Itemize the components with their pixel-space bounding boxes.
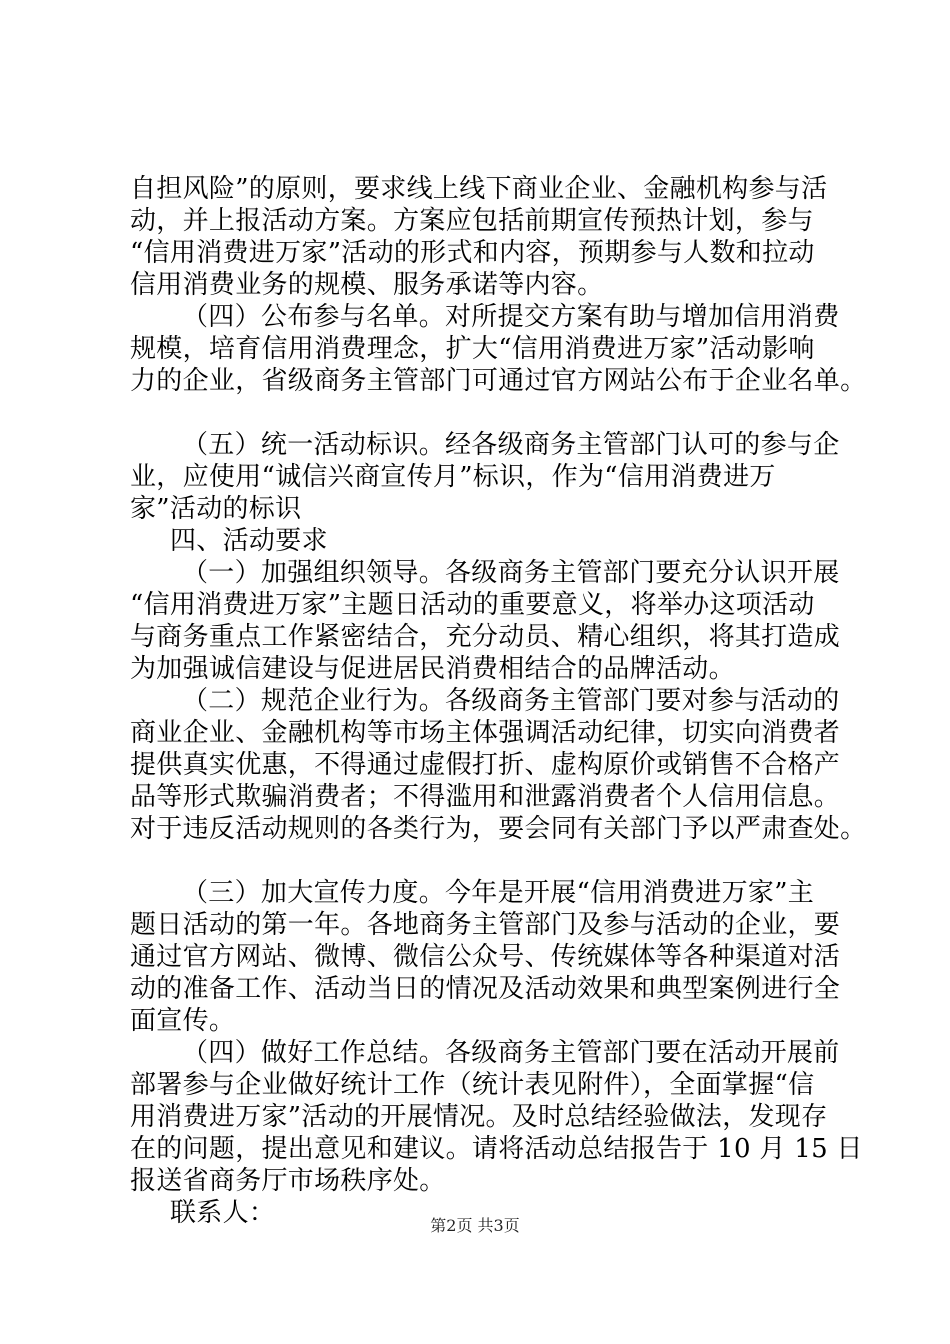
page-number-footer: 第2页 共3页 — [430, 1216, 520, 1235]
paragraph-line: “信用消费进万家”活动的形式和内容，预期参与人数和拉动 — [130, 238, 815, 268]
document-body — [130, 173, 870, 1229]
paragraph-gap — [130, 397, 870, 429]
paragraph-line: 动，并上报活动方案。方案应包括前期宣传预热计划，参与 — [130, 206, 814, 236]
paragraph-line: 与商务重点工作紧密结合，充分动员、精心组织，将其打造成 — [130, 622, 841, 652]
paragraph-line: （四）公布参与名单。对所提交方案有助与增加信用消费 — [182, 302, 840, 332]
paragraph-line: （五）统一活动标识。经各级商务主管部门认可的参与企 — [182, 430, 840, 460]
paragraph-line: 动的准备工作、活动当日的情况及活动效果和典型案例进行全 — [130, 974, 841, 1004]
paragraph-line: 提供真实优惠，不得通过虚假打折、虚构原价或销售不合格产 — [130, 750, 841, 780]
paragraph-line: 报送省商务厅市场秩序处。 — [130, 1166, 446, 1196]
paragraph-line: 业，应使用“诚信兴商宣传月”标识，作为“信用消费进万 — [130, 462, 776, 492]
paragraph-line: 信用消费业务的规模、服务承诺等内容。 — [130, 270, 604, 300]
paragraph-line: 通过官方网站、微博、微信公众号、传统媒体等各种渠道对活 — [130, 942, 841, 972]
paragraph-line: （二）规范企业行为。各级商务主管部门要对参与活动的 — [182, 686, 840, 716]
paragraph-line: （四）做好工作总结。各级商务主管部门要在活动开展前 — [182, 1038, 840, 1068]
paragraph-line: 题日活动的第一年。各地商务主管部门及参与活动的企业，要 — [130, 910, 841, 940]
paragraph-line: “信用消费进万家”主题日活动的重要意义，将举办这项活动 — [130, 590, 815, 620]
section-heading: 四、活动要求 — [170, 526, 328, 556]
paragraph-line: 在的问题，提出意见和建议。请将活动总结报告于 10 月 15 日 — [130, 1134, 863, 1164]
paragraph-line: 用消费进万家”活动的开展情况。及时总结经验做法，发现存 — [130, 1102, 828, 1132]
paragraph-line: 家”活动的标识 — [130, 494, 302, 524]
paragraph-gap — [130, 845, 870, 877]
paragraph-line: 部署参与企业做好统计工作（统计表见附件），全面掌握“信 — [130, 1070, 815, 1100]
paragraph-line: （三）加大宣传力度。今年是开展“信用消费进万家”主 — [182, 878, 815, 908]
paragraph-line: 面宣传。 — [130, 1006, 236, 1036]
paragraph-line: 为加强诚信建设与促进居民消费相结合的品牌活动。 — [130, 654, 735, 684]
contact-label: 联系人： — [170, 1198, 276, 1228]
paragraph-line: （一）加强组织领导。各级商务主管部门要充分认识开展 — [182, 558, 840, 588]
paragraph-line: 对于违反活动规则的各类行为，要会同有关部门予以严肃查处。 — [130, 814, 867, 844]
paragraph-line: 规模，培育信用消费理念，扩大“信用消费进万家”活动影响 — [130, 334, 815, 364]
paragraph-line: 商业企业、金融机构等市场主体强调活动纪律，切实向消费者 — [130, 718, 841, 748]
paragraph-line: 自担风险”的原则，要求线上线下商业企业、金融机构参与活 — [130, 174, 828, 204]
paragraph-line: 品等形式欺骗消费者；不得滥用和泄露消费者个人信用信息。 — [130, 782, 841, 812]
paragraph-line: 力的企业，省级商务主管部门可通过官方网站公布于企业名单。 — [130, 366, 867, 396]
